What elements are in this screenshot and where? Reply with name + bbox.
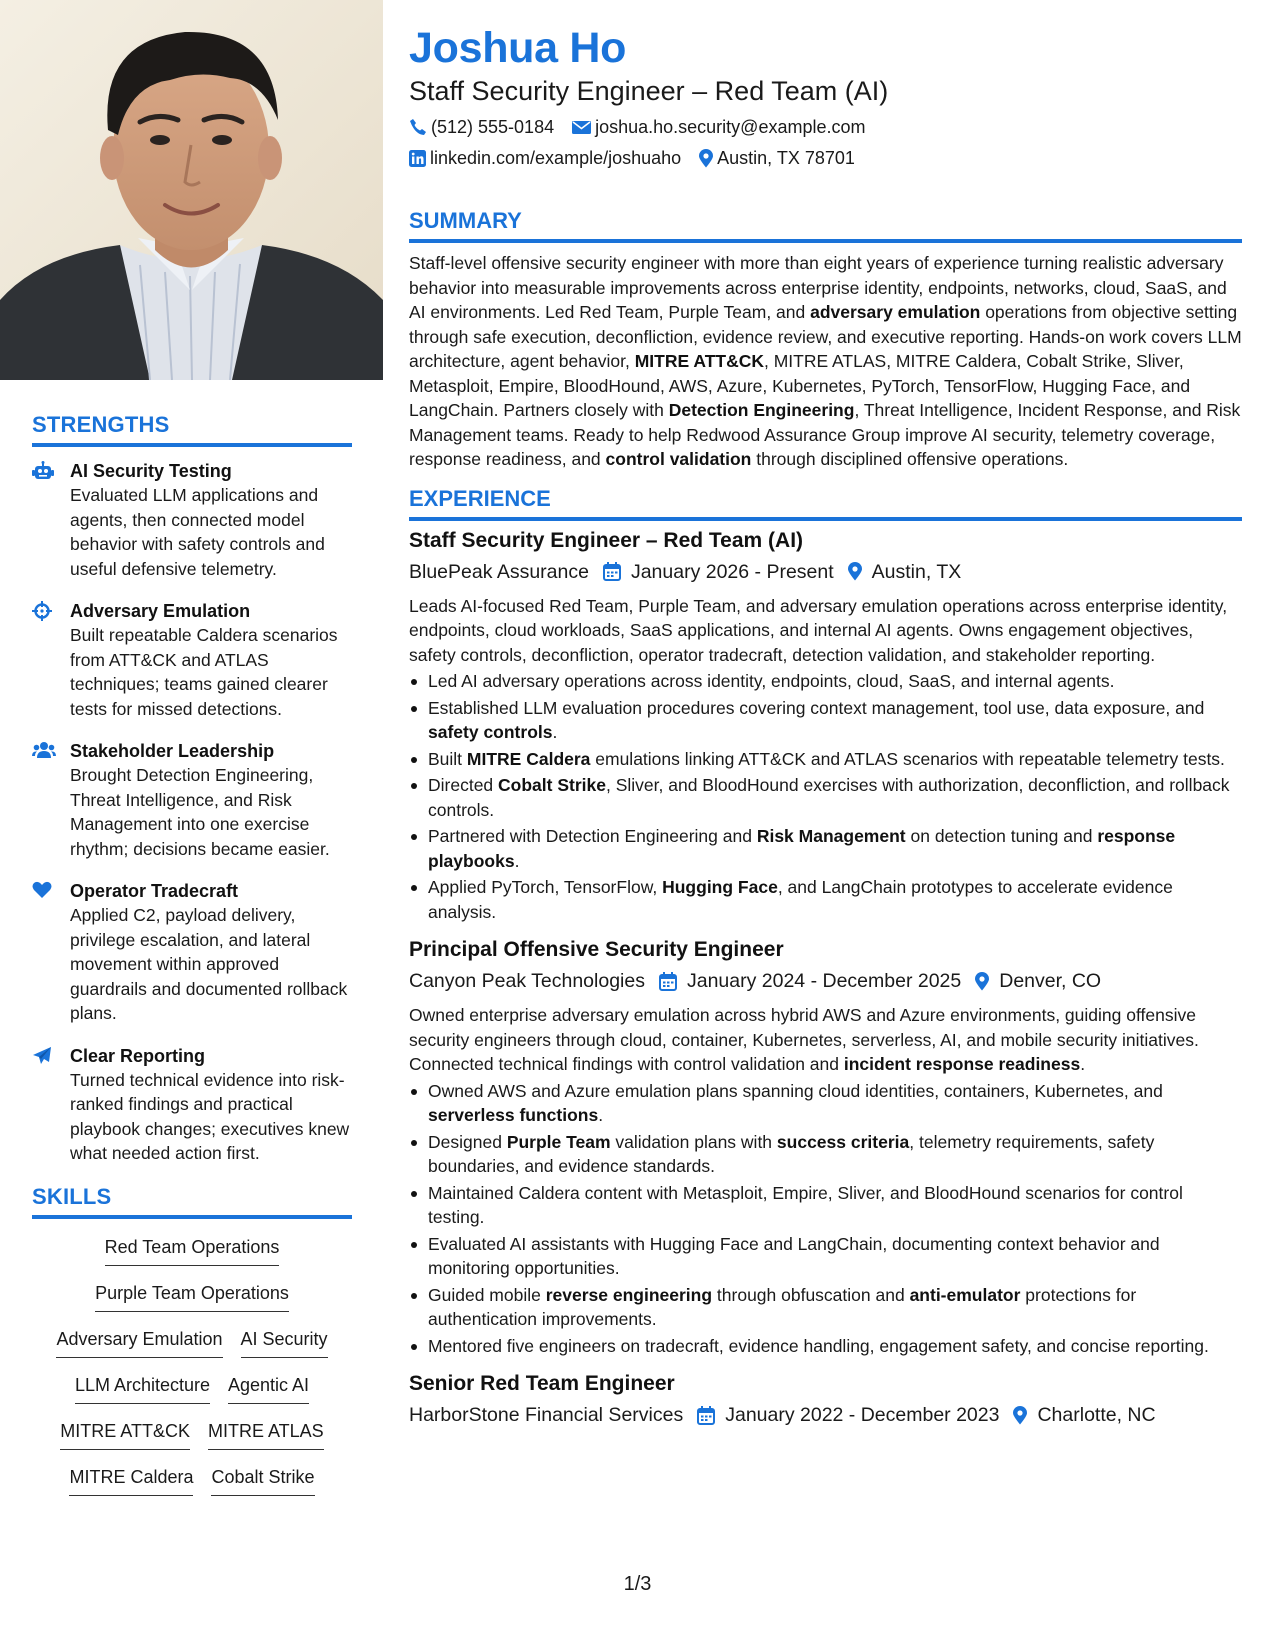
strength-title: Clear Reporting [70, 1045, 206, 1066]
job-bullet: Guided mobile reverse engineering through obfuscation and anti-emulator protections for authentication improvements. [409, 1283, 1242, 1332]
strength-description: Built repeatable Caldera scenarios from ATT&CK and ATLAS techniques; teams gained clearer tests for missed detections. [70, 625, 338, 719]
strengths-divider [32, 443, 352, 447]
linkedin-contact[interactable] [409, 146, 681, 170]
strength-item [32, 459, 352, 581]
job-bullet: Maintained Caldera content with Metasploit, Empire, Sliver, and BloodHound scenarios for control testing. [409, 1181, 1242, 1230]
company-name: BluePeak Assurance [409, 560, 589, 583]
calendar-icon [697, 1406, 715, 1425]
skill-tag: MITRE ATLAS [208, 1419, 324, 1450]
email-text: joshua.ho.security@example.com [595, 117, 866, 137]
location-contact [699, 146, 855, 170]
job-location: Denver, CO [999, 970, 1102, 992]
job-bullets [409, 1079, 1242, 1359]
company-name: HarborStone Financial Services [409, 1404, 684, 1426]
summary-section [409, 208, 1242, 472]
job-meta [409, 558, 1242, 586]
job-bullet: Directed Cobalt Strike, Sliver, and BloodHound exercises with authorization, deconfliction, and rollback controls. [409, 773, 1242, 822]
skills-section [32, 1184, 352, 1511]
skills-divider [32, 1215, 352, 1219]
strength-item [32, 599, 352, 721]
experience-section [409, 486, 1242, 1430]
job-entry [409, 527, 1242, 925]
job-bullet: Partnered with Detection Engineering and Risk Management on detection tuning and response playbooks. [409, 824, 1242, 873]
summary-text: Staff-level offensive security engineer with more than eight years of experience turning realistic adversary behavior into measurable improvements across enterprise identity, endpoints, networks, cloud, SaaS, and AI environments. Led Red Team, Purple Team, and adversary emulation operations from objective setting through safe execution, deconfliction, evidence review, and executive reporting. Hands-on work covers LLM architecture, agent behavior, MITRE ATT&CK, MITRE ATLAS, MITRE Caldera, Cobalt Strike, Sliver, Metasploit, Empire, BloodHound, AWS, Azure, Kubernetes, PyTorch, TensorFlow, Hugging Face, and LangChain. Partners closely with Detection Engineering, Threat Intelligence, Incident Response, and Risk Management teams. Ready to help Redwood Assurance Group improve AI security, telemetry coverage, response readiness, and control validation through disciplined offensive operations. [409, 253, 1242, 469]
job-bullet: Mentored five engineers on tradecraft, evidence handling, engagement safety, and concise reporting. [409, 1334, 1242, 1359]
candidate-role: Staff Security Engineer – Red Team (AI) [409, 76, 889, 106]
job-bullet: Evaluated AI assistants with Hugging Face and LangChain, documenting context behavior and monitoring opportunities. [409, 1232, 1242, 1281]
strength-item [32, 1044, 352, 1166]
job-entry [409, 936, 1242, 1358]
strength-title: Adversary Emulation [70, 601, 251, 621]
strength-description: Applied C2, payload delivery, privilege escalation, and lateral movement within approved guardrails and documented rollback plans. [70, 905, 348, 1023]
candidate-name: Joshua Ho [409, 24, 627, 72]
strength-description: Evaluated LLM applications and agents, then connected model behavior with safety controls and useful defensive telemetry. [70, 485, 325, 579]
profile-photo [0, 0, 383, 380]
job-title: Staff Security Engineer – Red Team (AI) [409, 528, 804, 552]
skill-tag: Adversary Emulation [56, 1327, 222, 1358]
contact-row-1 [409, 115, 1242, 139]
job-bullet: Designed Purple Team validation plans with success criteria, telemetry requirements, safety boundaries, and evidence standards. [409, 1130, 1242, 1179]
job-dates: January 2022 - December 2023 [725, 1404, 1000, 1426]
resume-header [409, 22, 1242, 170]
strength-title: Operator Tradecraft [70, 881, 239, 901]
job-bullet: Led AI adversary operations across identity, endpoints, cloud, SaaS, and internal agents. [409, 669, 1242, 694]
strengths-list [32, 459, 352, 1166]
paper-plane-icon [32, 1044, 70, 1166]
job-bullet: Built MITRE Caldera emulations linking ATT&CK and ATLAS scenarios with repeatable telemetry tests. [409, 747, 1242, 772]
skill-tag: Agentic AI [228, 1373, 309, 1404]
calendar-icon [659, 972, 677, 991]
calendar-icon [603, 562, 621, 581]
linkedin-text: linkedin.com/example/joshuaho [430, 148, 682, 168]
linkedin-icon [409, 150, 426, 167]
job-summary: Owned enterprise adversary emulation across hybrid AWS and Azure environments, guiding offensive security engineers through cloud, container, Kubernetes, serverless, AI, and mobile security initiatives. Connected technical findings with control validation and incident response readiness. [409, 1005, 1199, 1074]
map-pin-icon [699, 149, 713, 168]
heart-icon [32, 879, 70, 1026]
page-number: 1/3 [623, 1573, 652, 1595]
job-bullet: Owned AWS and Azure emulation plans spanning cloud identities, containers, Kubernetes, and serverless functions. [409, 1079, 1242, 1128]
phone-contact[interactable] [409, 115, 554, 139]
right-column [409, 22, 1242, 1437]
summary-divider [409, 239, 1242, 243]
job-dates: January 2026 - Present [630, 560, 834, 583]
summary-heading: SUMMARY [409, 208, 522, 233]
job-bullet: Applied PyTorch, TensorFlow, Hugging Face, and LangChain prototypes to accelerate evidence analysis. [409, 875, 1242, 924]
job-meta [409, 967, 1242, 995]
skill-tag: AI Security [241, 1327, 328, 1358]
skills-heading: SKILLS [32, 1183, 112, 1209]
robot-icon [32, 459, 70, 581]
job-dates: January 2024 - December 2025 [686, 970, 962, 992]
map-pin-icon [975, 972, 989, 991]
experience-divider [409, 517, 1242, 521]
portrait-illustration [0, 0, 383, 380]
strength-title: Stakeholder Leadership [70, 741, 275, 761]
skill-tag: LLM Architecture [75, 1373, 210, 1404]
job-meta [409, 1401, 1242, 1429]
left-column [32, 412, 352, 1511]
job-entry [409, 1370, 1242, 1429]
map-pin-icon [848, 562, 862, 581]
phone-icon [409, 118, 427, 136]
skill-tag: Purple Team Operations [95, 1281, 289, 1312]
skill-tag: Cobalt Strike [211, 1465, 314, 1496]
strength-description: Brought Detection Engineering, Threat Intelligence, and Risk Management into one exercise rhythm; decisions became easier. [70, 765, 330, 859]
strength-item [32, 739, 352, 861]
phone-text: (512) 555-0184 [431, 117, 555, 137]
skill-tag: MITRE Caldera [69, 1465, 193, 1496]
strengths-section [32, 412, 352, 1166]
company-name: Canyon Peak Technologies [409, 970, 645, 992]
strengths-heading: STRENGTHS [32, 412, 170, 437]
strength-title: AI Security Testing [70, 461, 232, 481]
job-bullets [409, 669, 1242, 924]
job-title: Senior Red Team Engineer [409, 1372, 675, 1395]
job-location: Austin, TX [871, 560, 962, 583]
job-summary: Leads AI-focused Red Team, Purple Team, and adversary emulation operations across enterprise identity, endpoints, cloud workloads, SaaS applications, and internal AI agents. Owns engagement objectives, safety controls, deconfliction, operator tradecraft, detection validation, and stakeholder reporting. [409, 595, 1228, 665]
strength-item [32, 879, 352, 1026]
job-title: Principal Offensive Security Engineer [409, 938, 784, 961]
email-contact[interactable] [572, 115, 865, 139]
users-icon [32, 739, 70, 861]
experience-heading: EXPERIENCE [409, 485, 551, 511]
skill-tag: Red Team Operations [105, 1235, 280, 1266]
envelope-icon [572, 120, 591, 135]
contact-row-2 [409, 146, 1242, 170]
crosshairs-icon [32, 599, 70, 721]
job-location: Charlotte, NC [1037, 1404, 1156, 1426]
skill-tag: MITRE ATT&CK [60, 1419, 190, 1450]
job-bullet: Established LLM evaluation procedures covering context management, tool use, data exposure, and safety controls. [409, 696, 1242, 745]
strength-description: Turned technical evidence into risk-ranked findings and practical playbook changes; executives knew what needed action first. [70, 1069, 350, 1163]
location-text: Austin, TX 78701 [717, 148, 855, 168]
map-pin-icon [1013, 1406, 1027, 1425]
skills-list [32, 1235, 352, 1511]
